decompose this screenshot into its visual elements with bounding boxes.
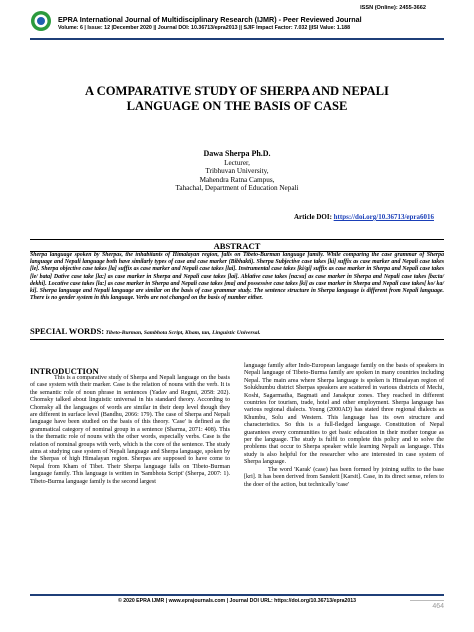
abstract-top-rule [30,239,444,240]
epra-logo [30,10,52,32]
paper-title [40,84,434,114]
abstract-heading: ABSTRACT [213,241,261,251]
journal-header [58,15,458,31]
right-column [244,363,444,489]
intro-paragraph: language family after Indo-European language family on the basis of speakers in Nepali language of Tibeto-Burma family are spoken in many countries including Nepal. The main area where Sherpa language is spoken is Himalayan region of Solukhumbu district Sherpas speakers are scattered in various districts of Mechi, Koshi, Sagarmatha, Bagmati and Janakpur zones. They reached in different countries for tourism, trade, hotel and other employment. Sherpa language has various regional dialects. Young (2000AD) has stated three regional dialects as Khumbu, Solu and Western. This language has its own structure and characteristics. So this is a full-fledged language. Constitution of Nepal guarantees every communities to get basic education in their mother tongue as per the language. The study is fulfil to complete this policy and to solve the problems that occur to Sherpa speaker while learning Nepali as language. This study is also helpful for the researcher who are interested in case system of Sherpa language. [244,363,444,466]
special-words-text: Tibeto-Burman, Sambhota Script, Kham, tan, Linguistic Universal. [105,330,261,336]
footer-text: © 2020 EPRA IJMR | www.eprajournals.com | Journal DOI URL: https://doi.org/10.36713/epra2013 [117,598,357,604]
author-line: Mahendra Ratna Campus, [199,175,275,184]
author-line: Lecturer, [224,158,250,167]
author-name: Dawa Sherpa Ph.D. [203,149,271,158]
footer-rule [30,594,444,596]
left-column [30,375,230,486]
header-rule [30,38,444,40]
page-number: 464 [432,603,444,610]
abstract-text: Sherpa language spoken by Sherpas, the inhabitants of Himalayan region, falls on Tibeto-Burman language family. While comparing the case grammar of Sherpa language and Nepali language both have similarly types of case and case marker (Bibhakti). Sherpa Subjective case takes [ki] suffix as case marker and Nepali case takes [le]. Sherpa objective case takes [la] suffix as case marker and Nepali case takes [lai]. Instrumental case takes [ki/gi] suffix as case marker in Sherpa and Nepali case takes [le/ bata] Dative case take [la:] as case marker in Sherpa and Nepali case takes [lai]. Ablative case takes [na:su] as case marker in Sherpa and Nepali case takes [ba:ta/ dekhi]. Locative case takes [la:] as case marker in Sherpa and Nepali case takes [ma] and possessive case takes [ki] as case marker in Sherpa and Nepali case takes[ ko/ ka/ ki]. Sherpa language and Nepali language are similar on the basis of case grammar study. The sentence structure in Sherpa language is different from Nepali language. There is no gender system in this language. Verbs are not changed on the basis of number either. [30,252,444,302]
author-block [0,150,474,193]
introduction-heading: INTRODUCTION [30,366,99,376]
special-words-label: SPECIAL WORDS: [30,326,105,336]
intro-paragraph: This is a comparative study of Sherpa and Nepali language on the basis of case system with their marker. Case is the relation of nouns with the verb. It is the semantic role of noun phrase in sentences (Yadav and Regmi, 2058: 202). Chomsky talked about linguistic universal in his standard theory. According to Chomsky all the languages of words are similar in their deep level though they are different in surface level (Bandhu, 2066: 179). The case of Sherpa and Nepali language have been studied on the basis of this theory. 'Case' is defined as the grammatical category of nominal group in a sentence (Sharma, 2071: 408). This is the thematic role of nouns with the other words, especially verbs. Case is the relation of nominal groups with verb, which is the core of the sentence. The study aims at studying case system of Nepali language and Sherpa language, spoken by the Sherpas of high Himalayan region. Sherpas are supposed to have come to Nepal from Kham of Tibet. Their Sherpa language falls on Tibeto-Burman language family. This language is written in 'Sambhota Script' (Sherpa, 2007: 1). Tibeto-Burma language family is the second largest [30,375,230,485]
journal-title: EPRA International Journal of Multidisciplinary Research (IJMR) - Peer Reviewed Journal [58,15,362,24]
special-words [30,328,444,337]
doi-link[interactable]: https://doi.org/10.36713/epra6016 [333,213,434,221]
title-line-1: A COMPARATIVE STUDY OF SHERPA AND NEPALI [85,84,389,98]
issn-online: ISSN (Online): 2455-3662 [360,5,426,11]
author-line: Tahachal, Department of Education Nepali [175,184,299,193]
journal-meta: Volume: 6 | Issue: 12 |December 2020 || Journal DOI: 10.36713/epra2013 || SJIF Impact Factor: 7.032 ||ISI Value: 1.188 [58,25,351,31]
article-doi [294,213,434,221]
intro-paragraph: The word 'Karak' (case) has been formed by joining suffix to the base [kri]. It has been derived from Sanskrit [Karsit]. Case, in its direct sense, refers to the doer of the action, but technically 'case' [244,466,444,488]
keywords-rule [30,339,444,340]
author-line: Tribhuvan University, [205,167,269,176]
title-line-2: LANGUAGE ON THE BASIS OF CASE [126,99,348,113]
doi-label: Article DOI: [294,213,332,221]
